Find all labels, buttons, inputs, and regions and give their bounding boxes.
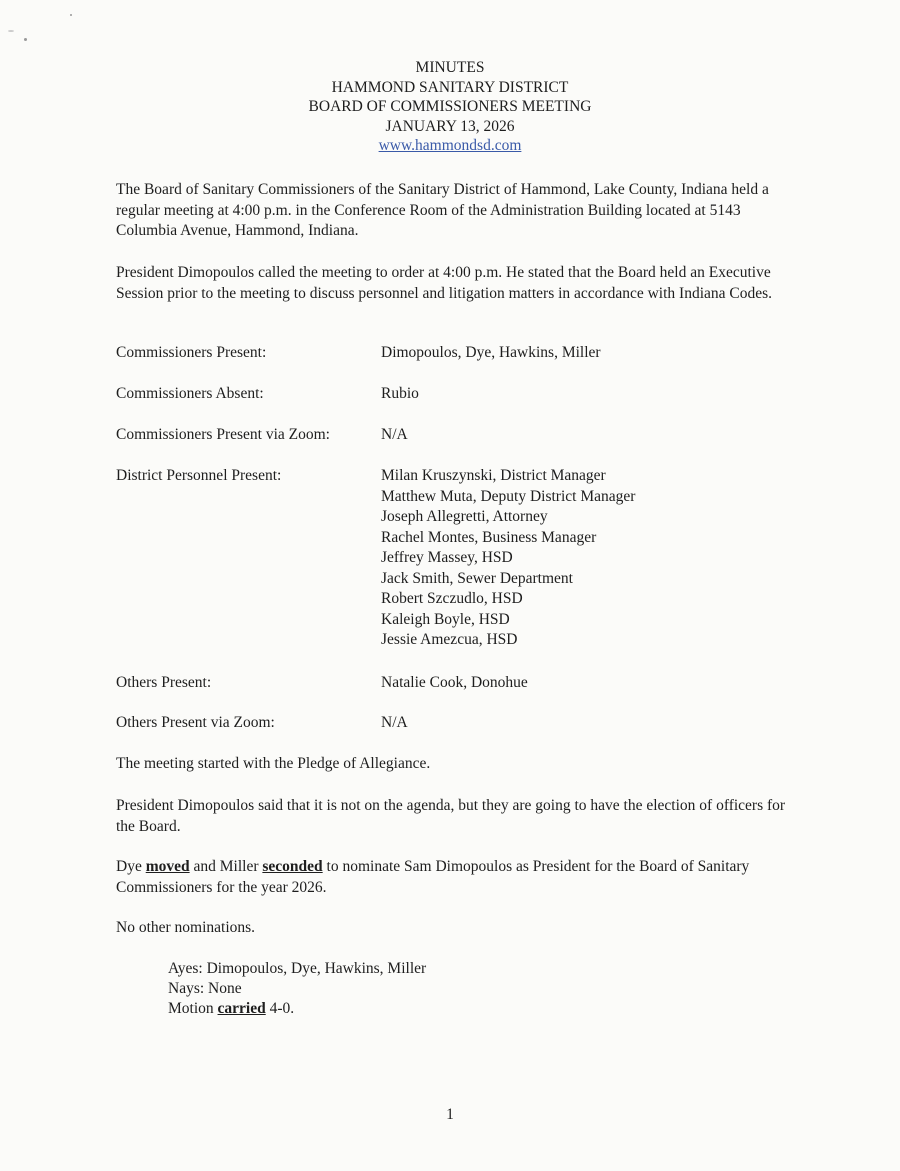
motion-text: Dye xyxy=(116,858,146,875)
commissioners-present-label: Commissioners Present: xyxy=(116,344,267,361)
pledge-paragraph: The meeting started with the Pledge of Allegiance. xyxy=(116,755,431,772)
seconded-emphasis: seconded xyxy=(262,858,323,875)
personnel-entry: Matthew Muta, Deputy District Manager xyxy=(381,487,636,505)
commissioners-zoom-value: N/A xyxy=(381,426,408,443)
personnel-entry: Milan Kruszynski, District Manager xyxy=(381,467,606,484)
vote-result-text: 4-0. xyxy=(265,1000,295,1017)
vote-ayes: Ayes: Dimopoulos, Dye, Hawkins, Miller xyxy=(168,960,427,977)
others-zoom-label: Others Present via Zoom: xyxy=(116,714,275,731)
intro-paragraph: The Board of Sanitary Commissioners of the Sanitary District of Hammond, Lake County, Indiana held a regular meeting at 4:00 p.m. in the Conference Room of the Administration Building located at 5143 Columbia Avenue, Hammond, Indiana. xyxy=(116,181,769,239)
others-zoom-value: N/A xyxy=(381,714,408,731)
page-number: 1 xyxy=(446,1106,454,1123)
scan-speck xyxy=(70,14,72,16)
document-header xyxy=(0,58,900,156)
call-to-order-paragraph: President Dimopoulos called the meeting to order at 4:00 p.m. He stated that the Board held an Executive Session prior to the meeting to discuss personnel and litigation matters in accordance with Indiana Codes. xyxy=(116,264,773,302)
header-meeting-type: BOARD OF COMMISSIONERS MEETING xyxy=(308,98,592,115)
others-present-label: Others Present: xyxy=(116,674,212,691)
header-date: JANUARY 13, 2026 xyxy=(385,117,515,135)
vote-result xyxy=(168,999,294,1020)
personnel-entry: Rachel Montes, Business Manager xyxy=(381,528,597,546)
carried-emphasis: carried xyxy=(217,1000,266,1017)
motion-text: to nominate Sam Dimopoulos as President for the Board of Sanitary Commissioners for the year 2026. xyxy=(116,858,750,896)
motion-text: and Miller xyxy=(189,858,263,875)
scan-speck xyxy=(8,30,14,32)
others-present-value: Natalie Cook, Donohue xyxy=(381,674,528,691)
vote-nays: Nays: None xyxy=(168,980,242,997)
personnel-entry: Robert Szczudlo, HSD xyxy=(381,590,523,607)
moved-emphasis: moved xyxy=(145,858,190,875)
commissioners-present-value: Dimopoulos, Dye, Hawkins, Miller xyxy=(381,344,601,361)
district-personnel-label: District Personnel Present: xyxy=(116,467,282,484)
website-link[interactable]: www.hammondsd.com xyxy=(378,137,522,154)
district-personnel-list xyxy=(381,466,635,651)
personnel-entry: Joseph Allegretti, Attorney xyxy=(381,508,548,525)
personnel-entry: Jessie Amezcua, HSD xyxy=(381,631,518,648)
no-other-nominations: No other nominations. xyxy=(116,919,256,936)
commissioners-zoom-label: Commissioners Present via Zoom: xyxy=(116,426,330,443)
header-title: MINUTES xyxy=(415,59,485,76)
motion-paragraph xyxy=(116,857,796,898)
commissioners-absent-value: Rubio xyxy=(381,385,419,402)
personnel-entry: Jack Smith, Sewer Department xyxy=(381,569,573,587)
election-paragraph: President Dimopoulos said that it is not on the agenda, but they are going to have the election of officers for the Board. xyxy=(116,797,786,835)
vote-result-text: Motion xyxy=(168,1000,218,1017)
commissioners-absent-label: Commissioners Absent: xyxy=(116,385,264,402)
personnel-entry: Kaleigh Boyle, HSD xyxy=(381,610,510,628)
scan-speck xyxy=(24,38,27,41)
personnel-entry: Jeffrey Massey, HSD xyxy=(381,549,513,566)
header-organization: HAMMOND SANITARY DISTRICT xyxy=(331,78,569,96)
